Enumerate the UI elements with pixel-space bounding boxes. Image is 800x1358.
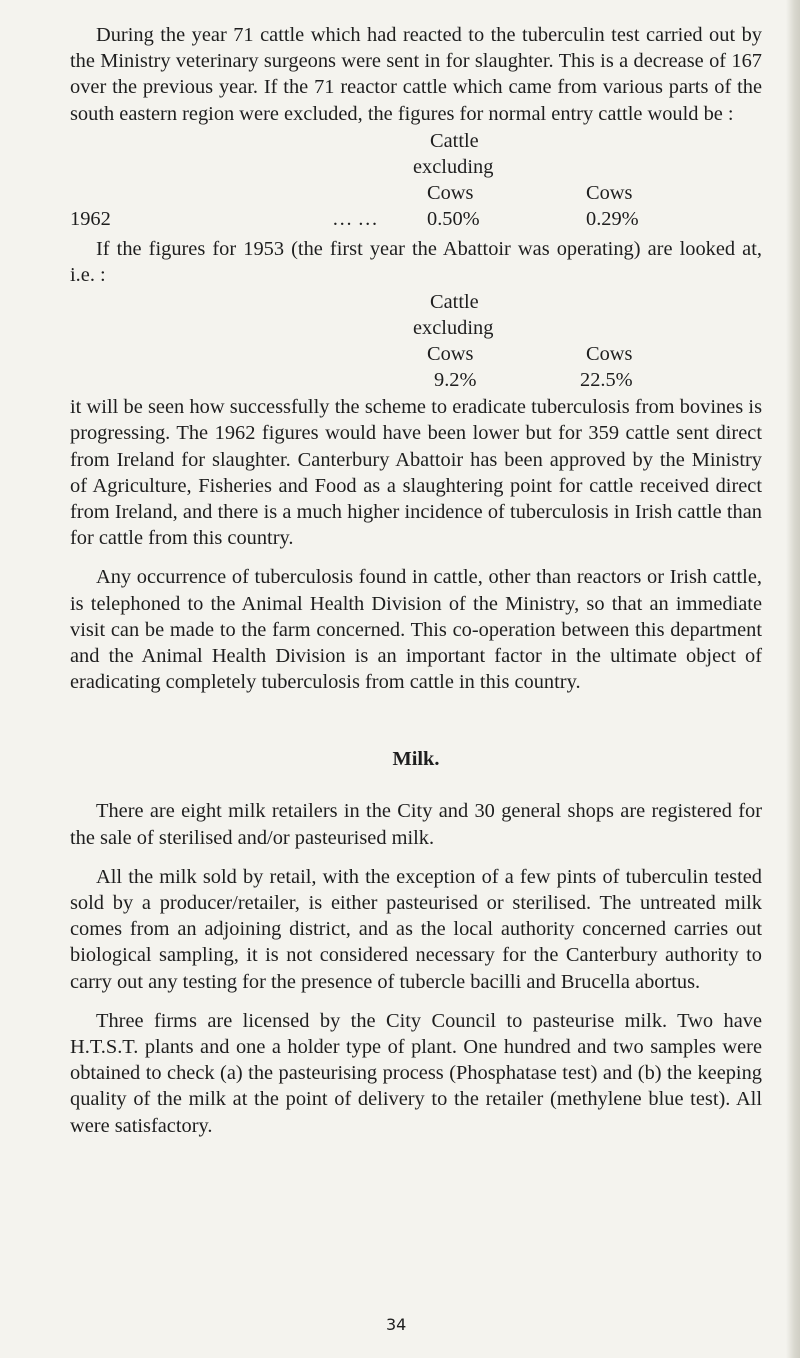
table-1962-value-cows: 0.29% xyxy=(586,207,639,230)
table-1953-col2-header: Cows xyxy=(586,343,633,366)
page-number: 34 xyxy=(386,1315,407,1334)
table-1962-col1-line3: Cows xyxy=(427,181,474,204)
paragraph-occurrence: Any occurrence of tuberculosis found in cattle, other than reactors or Irish cattle, is telephoned to the Animal Health Division of the Ministry, so that an immediate visit can be made to the farm concerned. This co-operation between this department and the Animal Health Division is an important factor in the ultimate object of eradicating completely tuberculosis from cattle in this country. xyxy=(70,566,762,694)
paragraph-reactor-cattle: During the year 71 cattle which had reacted to the tuberculin test carried out by the Ministry veterinary surgeons were sent in for slaughter. This is a decrease of 167 over the previous year. If the 71 reactor cattle which came from various parts of the south eastern region were excluded, the figures for normal entry cattle would be : xyxy=(70,24,762,125)
section-heading-milk: Milk. xyxy=(392,748,440,771)
table-1953-col1-line3: Cows xyxy=(427,343,474,366)
table-1953 xyxy=(70,288,762,394)
paragraph-pasteurise-firms: Three firms are licensed by the City Council to pasteurise milk. Two have H.T.S.T. plants and one a holder type of plant. One hundred and two samples were obtained to check (a) the pasteurising process (Phosphatase test) and (b) the keeping quality of the milk at the point of delivery to the retailer (methylene blue test). All were satisfactory. xyxy=(70,1009,762,1137)
table-1953-col1-line2: excluding xyxy=(413,317,494,340)
table-1962-col1-line2: excluding xyxy=(413,155,494,178)
paragraph-scheme-progress: it will be seen how successfully the scheme to eradicate tuberculosis from bovines is progressing. The 1962 figures would have been lower but for 359 cattle sent direct from Ireland for slaughter. Canterbury Abattoir has been approved by the Ministry of Agriculture, Fisheries and Food as a slaughtering point for cattle received direct from Ireland, and there is a much higher incidence of tuberculosis in Irish cattle than for cattle from this country. xyxy=(70,396,762,550)
table-1962-row-label: 1962 xyxy=(70,207,111,230)
table-1953-value-cows: 22.5% xyxy=(580,369,633,392)
paragraph-milk-retailers: There are eight milk retailers in the City and 30 general shops are registered for the sale of sterilised and/or pasteurised milk. xyxy=(70,800,762,849)
table-1962-value-cattle: 0.50% xyxy=(427,207,480,230)
table-1953-value-cattle: 9.2% xyxy=(434,369,477,392)
table-1953-col1-line1: Cattle xyxy=(430,291,479,314)
page-edge-shadow xyxy=(786,0,800,1358)
table-1962-col1-line1: Cattle xyxy=(430,129,479,152)
table-1962-dots: … … xyxy=(332,207,378,230)
document-page xyxy=(70,22,762,1139)
paragraph-1953-figures: If the figures for 1953 (the first year the Abattoir was operating) are looked at, i.e. : xyxy=(70,237,762,287)
table-1962 xyxy=(70,127,762,233)
table-1962-col2-header: Cows xyxy=(586,181,633,204)
paragraph-milk-sold: All the milk sold by retail, with the exception of a few pints of tuberculin tested sold by a producer/retailer, is either pasteurised or sterilised. The untreated milk comes from an adjoining district, and as the local authority concerned carries out biological sampling, it is not considered necessary for the Canterbury authority to carry out any testing for the presence of tubercle bacilli and Brucella abortus. xyxy=(70,865,762,993)
